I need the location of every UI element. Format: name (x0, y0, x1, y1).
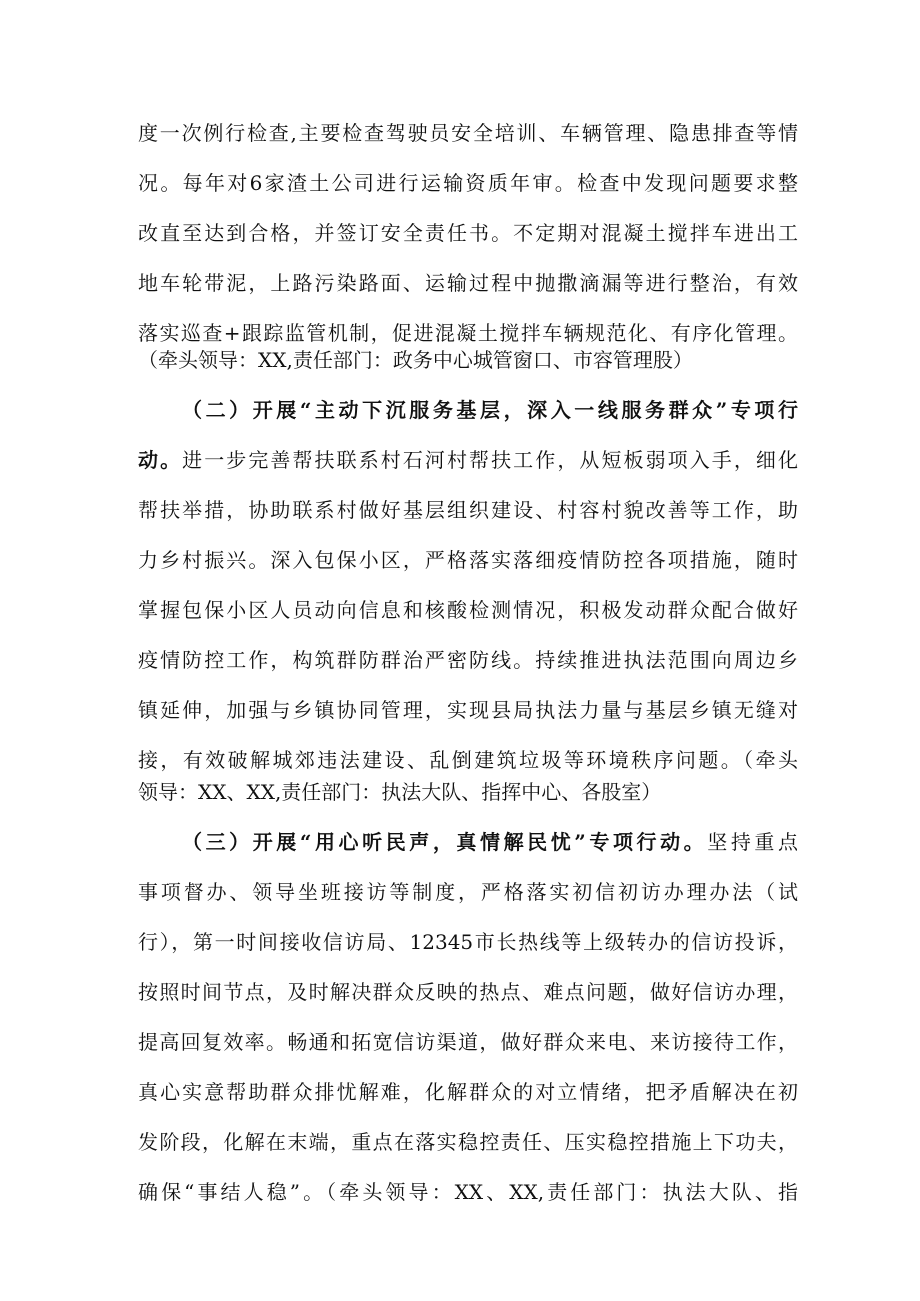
body-line: 镇延伸，加强与乡镇协同管理，实现县局执法力量与基层乡镇无缝对 (138, 698, 798, 722)
section-heading-end: 动。 (138, 448, 183, 472)
body-line: 事项督办、领导坐班接访等制度，严格落实初信初访办理办法（试 (138, 880, 798, 904)
body-text: 进一步完善帮扶联系村石河村帮扶工作，从短板弱项入手，细化 (182, 448, 799, 472)
section-heading: （三）开展“用心听民声，真情解民忧”专项行动。 (182, 830, 708, 854)
body-line: 掌握包保小区人员动向信息和核酸检测情况，积极发动群众配合做好 (138, 598, 798, 622)
body-line: （牵头领导：XX,责任部门：政务中心城管窗口、市容管理股） (138, 348, 693, 372)
body-line: 领导：XX、XX,责任部门：执法大队、指挥中心、各股室） (138, 780, 662, 804)
body-line: 帮扶举措，协助联系村做好基层组织建设、村容村貌改善等工作，助 (138, 498, 798, 522)
body-line: 地车轮带泥，上路污染路面、运输过程中抛撒滴漏等进行整治，有效 (138, 271, 798, 295)
body-line: 按照时间节点，及时解决群众反映的热点、难点问题，做好信访办理， (138, 980, 798, 1004)
body-line: 确保“事结人稳”。（牵头领导：XX、XX,责任部门：执法大队、指 (138, 1180, 798, 1204)
body-line: 改直至达到合格，并签订安全责任书。不定期对混凝土搅拌车进出工 (138, 221, 798, 245)
body-line: 发阶段，化解在末端，重点在落实稳控责任、压实稳控措施上下功夫， (138, 1130, 798, 1154)
body-line: 真心实意帮助群众排忧解难，化解群众的对立情绪，把矛盾解决在初 (138, 1080, 798, 1104)
body-line (182, 822, 798, 862)
body-line: 接，有效破解城郊违法建设、乱倒建筑垃圾等环境秩序问题。（牵头 (138, 748, 798, 772)
body-line (138, 440, 798, 480)
body-line: 提高回复效率。畅通和拓宽信访渠道，做好群众来电、来访接待工作， (138, 1030, 798, 1054)
body-line: 度一次例行检查,主要检查驾驶员安全培训、车辆管理、隐患排查等情 (138, 121, 798, 145)
body-line: 疫情防控工作，构筑群防群治严密防线。持续推进执法范围向周边乡 (138, 648, 798, 672)
body-line: 况。每年对6家渣土公司进行运输资质年审。检查中发现问题要求整 (138, 171, 798, 195)
body-line: 力乡村振兴。深入包保小区，严格落实落细疫情防控各项措施，随时 (138, 548, 798, 572)
body-line: 落实巡查+跟踪监管机制，促进混凝土搅拌车辆规范化、有序化管理。 (138, 321, 798, 345)
section-heading: （二）开展“主动下沉服务基层，深入一线服务群众”专项行 (182, 398, 798, 422)
body-text: 坚持重点 (707, 830, 798, 854)
body-line: 行），第一时间接收信访局、12345市长热线等上级转办的信访投诉， (138, 930, 798, 954)
